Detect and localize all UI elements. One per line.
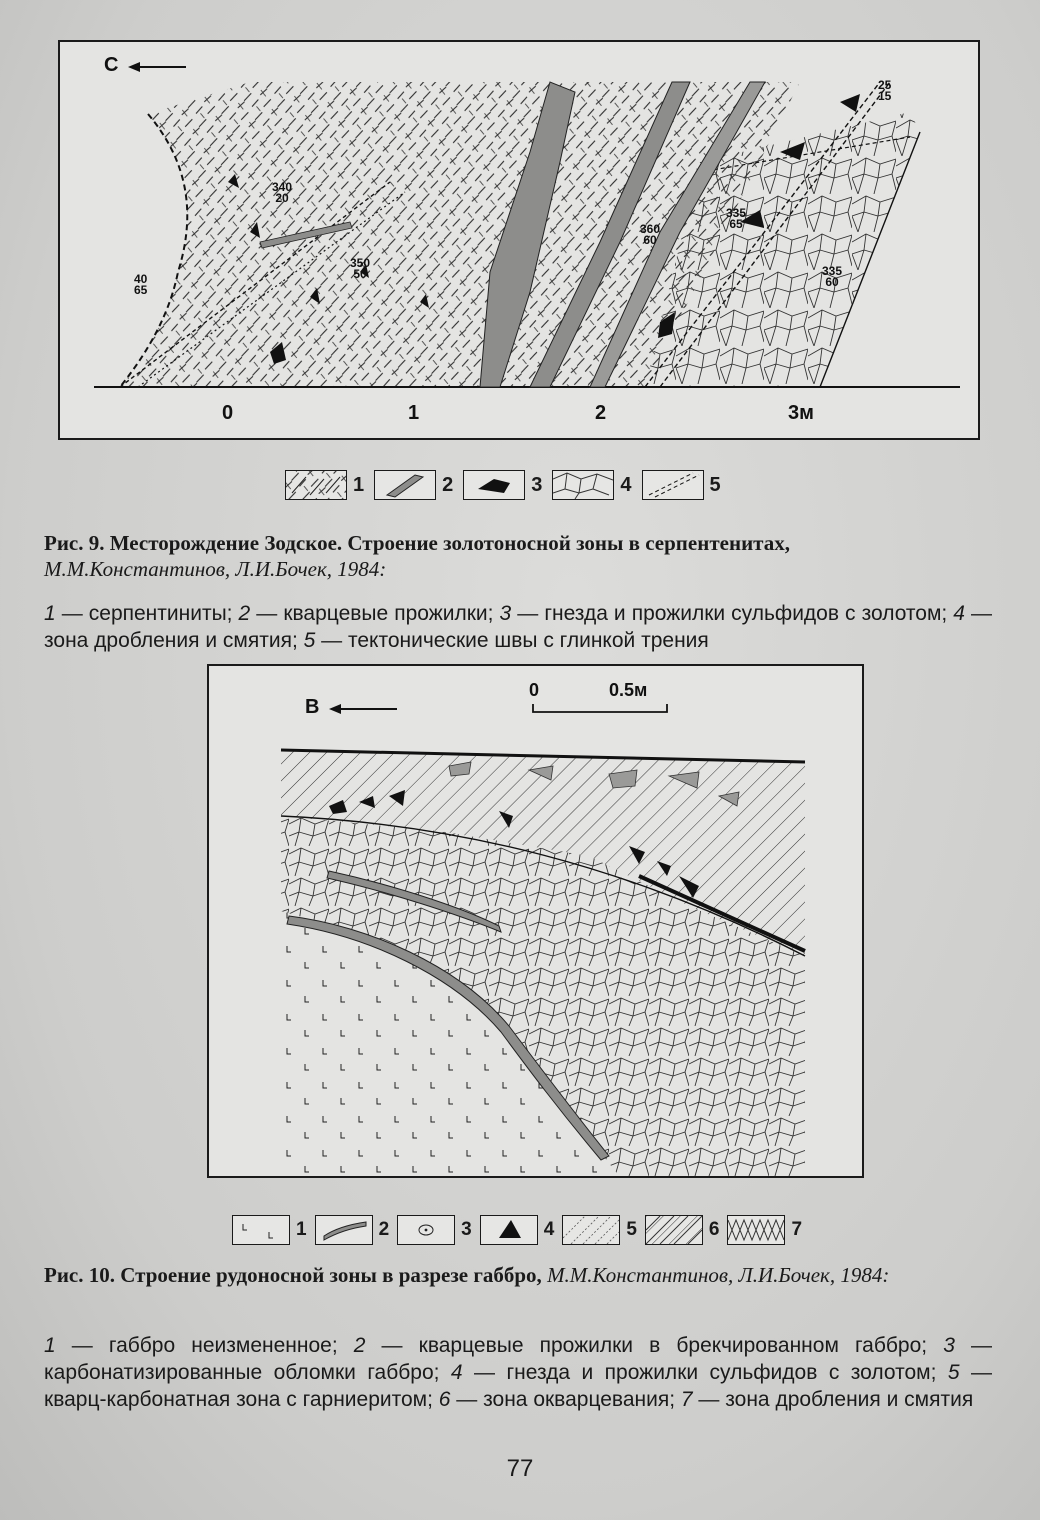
- legend-serpentinite-swatch: [285, 470, 347, 500]
- explanation-text: — зона окварцевания;: [450, 1388, 681, 1411]
- explanation-key: 4: [953, 602, 965, 625]
- explanation-key: 4: [450, 1361, 463, 1384]
- figure-9-direction-label: С: [104, 54, 119, 76]
- explanation-key: 1: [44, 1334, 56, 1357]
- legend-number: 6: [708, 1219, 720, 1240]
- legend-carbonate-swatch: [397, 1215, 455, 1245]
- explanation-text: — гнезда и прожилки сульфидов с золотом;: [462, 1361, 948, 1384]
- legend-suture-swatch: [642, 470, 704, 500]
- figure-9-legend: [285, 470, 721, 500]
- explanation-text: — кварцевые прожилки;: [250, 602, 500, 625]
- legend-number: 4: [543, 1219, 555, 1240]
- figure-9-title: Месторождение Зодское. Строение золотоносной зоны в серпентенитах: [109, 531, 785, 555]
- figure-10-scale-zero: 0: [529, 680, 540, 700]
- legend-crush-zone-swatch: [552, 470, 614, 500]
- figure-9-explanation: [44, 600, 992, 654]
- figure-10-number: Рис. 10.: [44, 1263, 115, 1287]
- figure-9-dip-label: 360 60: [640, 222, 661, 247]
- figure-10-legend: [232, 1215, 802, 1245]
- figure-9-number: Рис. 9.: [44, 531, 105, 555]
- figure-10-caption: [44, 1262, 992, 1288]
- legend-number: 2: [378, 1219, 390, 1240]
- figure-9-authors: М.М.Константинов, Л.И.Бочек, 1984:: [44, 557, 387, 581]
- figure-9-scale-tick-2: 2: [595, 402, 607, 424]
- figure-9-scale-tick-3: 3м: [788, 402, 814, 424]
- figure-9-dip-label: 335 65: [726, 206, 747, 231]
- legend-crush-zone-swatch: [727, 1215, 785, 1245]
- explanation-key: 5: [303, 629, 316, 652]
- figure-9-dip-label: 40 65: [134, 272, 148, 297]
- figure-10-drawing: [207, 664, 864, 1178]
- legend-number: 4: [620, 473, 632, 496]
- page-number: 77: [506, 1455, 534, 1482]
- figure-10-authors: М.М.Константинов, Л.И.Бочек, 1984:: [547, 1263, 890, 1287]
- legend-quartz-carbonate-swatch: [562, 1215, 620, 1245]
- legend-number: 1: [353, 473, 365, 496]
- legend-number: 7: [791, 1219, 803, 1240]
- legend-quartz-swatch: [374, 470, 436, 500]
- figure-9-dip-label: 25 15: [878, 78, 892, 103]
- figure-10-explanation: [44, 1332, 992, 1413]
- legend-number: 5: [626, 1219, 637, 1240]
- legend-number: 5: [709, 473, 721, 496]
- figure-10-direction-arrow: [329, 702, 399, 716]
- figure-9-direction-arrow: [128, 60, 188, 74]
- figure-9-dip-label: 335 60: [822, 264, 843, 289]
- legend-sulfide-swatch: [463, 470, 525, 500]
- explanation-text: — тектонические швы с глинкой трения: [315, 629, 709, 652]
- explanation-key: 6: [438, 1388, 451, 1411]
- legend-number: 3: [531, 473, 543, 496]
- explanation-text: — зона дробления и смятия: [692, 1388, 974, 1411]
- figure-9-caption: Рис. 9. Месторождение Зодское. Строение золотоносной зоны в серпентенитах, М.М.Константинов, Л.И.Бочек, 1984:: [44, 531, 790, 581]
- explanation-text: — карбонатизированные обломки габбро;: [44, 1334, 992, 1384]
- legend-number: 3: [461, 1219, 472, 1240]
- legend-number: 1: [296, 1219, 307, 1240]
- legend-gabbro-swatch: [232, 1215, 290, 1245]
- explanation-key: 7: [680, 1388, 693, 1411]
- figure-10-scale-value: 0.5м: [609, 680, 648, 700]
- explanation-text: — зона дробления и смятия;: [44, 602, 993, 652]
- figure-10-scale-bar: [531, 702, 671, 716]
- explanation-text: — габбро неизмененное;: [55, 1334, 354, 1357]
- figure-9-dip-label: 340 20: [272, 180, 293, 205]
- explanation-key: 3: [499, 602, 512, 625]
- figure-9-drawing: [58, 40, 980, 440]
- figure-9-scale-tick-0: 0: [222, 402, 234, 424]
- legend-quartz-swatch: [315, 1215, 373, 1245]
- explanation-key: 3: [943, 1334, 955, 1357]
- legend-number: 2: [442, 473, 454, 496]
- explanation-text: — кварц-карбонатная зона с гарниеритом;: [44, 1361, 992, 1411]
- figure-10-direction-label: В: [305, 696, 320, 718]
- legend-sulfide-swatch: [480, 1215, 538, 1245]
- legend-silicification-swatch: [645, 1215, 703, 1245]
- explanation-key: 2: [238, 602, 251, 625]
- explanation-text: — серпентиниты;: [55, 602, 239, 625]
- figure-9-dip-label: 350 50: [350, 256, 371, 281]
- explanation-key: 5: [947, 1361, 960, 1384]
- figure-9-scale-tick-1: 1: [408, 402, 420, 424]
- figure-10-title: Строение рудоносной зоны в разрезе габбро,: [120, 1263, 542, 1287]
- figure-10-svg: [209, 666, 862, 1176]
- figure-9-svg: [60, 42, 978, 438]
- explanation-text: — кварцевые прожилки в брекчированном габбро;: [365, 1334, 944, 1357]
- explanation-text: — гнезда и прожилки сульфидов с золотом;: [511, 602, 954, 625]
- explanation-key: 1: [44, 602, 56, 625]
- explanation-key: 2: [353, 1334, 366, 1357]
